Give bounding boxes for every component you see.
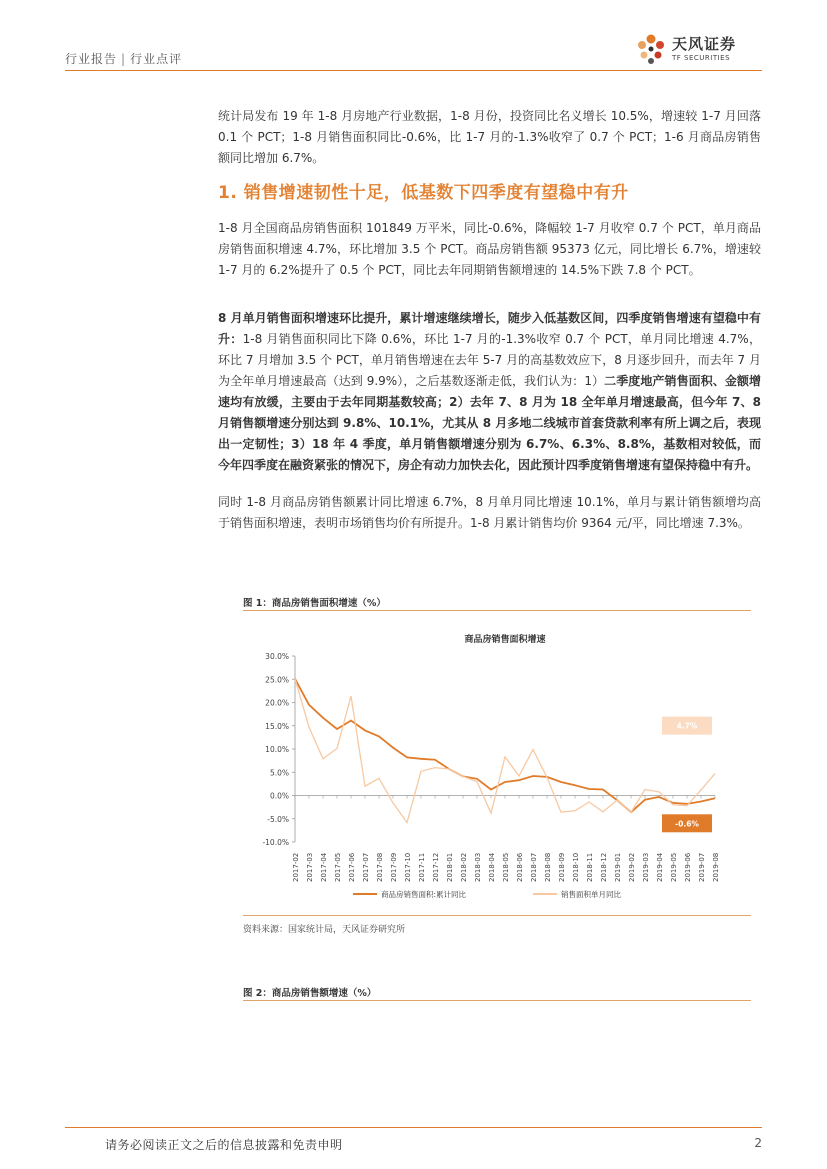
figure2-top-rule (243, 1000, 751, 1001)
x-tick-label: 2017-05 (334, 852, 342, 882)
page-number: 2 (754, 1136, 762, 1150)
page-header (65, 35, 762, 71)
figure1-label: 图 1：商品房销售面积增速（%） (243, 598, 386, 609)
x-tick-label: 2019-03 (642, 852, 650, 882)
x-tick-label: 2017-08 (376, 852, 384, 882)
figure1-source: 资料来源：国家统计局，天风证券研究所 (243, 925, 406, 935)
company-logo (632, 30, 762, 70)
x-tick-label: 2018-11 (586, 852, 594, 882)
x-tick-label: 2017-06 (348, 852, 356, 882)
y-tick-label: -5.0% (267, 814, 289, 824)
logo-subtitle: TF SECURITIES (672, 54, 731, 62)
analysis-text: 1-8 月销售面积同比下降 0.6%，环比 1-7 月的-1.3%收窄 0.7 个 PCT，单月同比增速 4.7%，环比 7 月增加 3.5 个 PCT，单月销售增速在去年 5-7 月的高基数效应下，8 月逐步回升，而去年 7 月为全年单月增速最高（达到 9.9%），之后基数逐渐走低，我们认为：1） (218, 332, 761, 388)
y-tick-label: 5.0% (269, 768, 289, 778)
y-tick-label: 15.0% (265, 721, 289, 731)
analysis-bold-lead: 8 月单月销售面积增速环比提升，累计增速继续增长，随步入低基数区间，四季度销售增速有望稳中有升： (218, 311, 761, 346)
breadcrumb-separator: | (121, 52, 127, 66)
y-tick-label: 25.0% (265, 675, 289, 685)
x-tick-label: 2018-01 (446, 852, 454, 882)
series-line-monthly (295, 679, 715, 823)
page-footer (65, 1127, 762, 1152)
x-tick-label: 2018-02 (460, 852, 468, 882)
x-tick-label: 2018-07 (530, 852, 538, 882)
breadcrumb (65, 50, 182, 67)
x-tick-label: 2018-05 (502, 852, 510, 882)
legend-label: 销售面积单月同比 (561, 890, 621, 899)
x-tick-label: 2017-07 (362, 852, 370, 882)
y-tick-label: 30.0% (265, 652, 289, 661)
paragraph-sales-area: 1-8 月全国商品房销售面积 101849 万平米，同比-0.6%，降幅较 1-7 月收窄 0.7 个 PCT，单月商品房销售面积增速 4.7%，环比增加 3.5 个 PCT。商品房销售额 95373 亿元，同比增长 6.7%，增速较 1-7 月的 6.2%提升了 0.5 个 PCT，同比去年同期销售额增速的 14.5%下跌 7.8 个 PCT。 (218, 221, 761, 277)
x-tick-label: 2017-10 (404, 852, 412, 882)
figure1-top-rule (243, 610, 751, 611)
y-tick-label: 10.0% (265, 745, 289, 754)
line-chart (243, 612, 751, 917)
x-tick-label: 2018-03 (474, 852, 482, 882)
x-tick-label: 2019-04 (656, 852, 664, 882)
y-tick-label: 0.0% (269, 791, 289, 801)
x-tick-label: 2019-08 (712, 852, 720, 882)
breadcrumb-subsection: 行业点评 (130, 52, 183, 66)
x-tick-label: 2019-01 (614, 852, 622, 882)
analysis-bold-points: 二季度地产销售面积、金额增速均有放缓，主要由于去年同期基数较高；2）去年 7、8 月为 18 全年单月增速最高，但今年 7、8 月销售额增速分别达到 9.8%、10.1%，尤其从 8 月多地二线城市首套贷款利率有所上调之后，表现出一定韧性；3）18 年 4 季度，单月销售额增速分别为 6.7%、6.3%、8.8%，基数相对较低，而今年四季度在融资紧张的情况下，房企有动力加快去化，因此预计四季度销售增速有望保持稳中有升。 (218, 374, 761, 472)
legend-label: 商品房销售面积:累计同比 (381, 890, 467, 899)
figure1-bottom-rule (243, 915, 751, 916)
figure2-label: 图 2：商品房销售额增速（%） (243, 988, 377, 999)
y-tick-label: -10.0% (262, 838, 289, 847)
logo-name: 天风证券 (672, 35, 737, 53)
x-tick-label: 2018-12 (600, 852, 608, 882)
footer-disclaimer: 请务必阅读正文之后的信息披露和免责申明 (105, 1138, 343, 1152)
x-tick-label: 2017-11 (418, 852, 426, 882)
y-tick-label: 20.0% (265, 698, 289, 708)
breadcrumb-section: 行业报告 (65, 52, 118, 66)
x-tick-label: 2018-10 (572, 852, 580, 882)
paragraph-analysis (218, 308, 761, 476)
paragraph-price: 同时 1-8 月商品房销售额累计同比增速 6.7%，8 月单月同比增速 10.1%，单月与累计销售额增均高于销售面积增速，表明市场销售均价有所提升。1-8 月累计销售均价 9364 元/平，同比增速 7.3%。 (218, 495, 761, 530)
x-tick-label: 2019-07 (698, 852, 706, 882)
annotation-label-monthly: 4.7% (676, 721, 698, 731)
annotation-label-cumulative: -0.6% (675, 819, 699, 829)
chart-title: 商品房销售面积增速 (464, 635, 546, 645)
figure1-chart (243, 612, 751, 917)
series-line-cumulative (295, 679, 715, 812)
x-tick-label: 2017-12 (432, 852, 440, 882)
intro-paragraph: 统计局发布 19 年 1-8 月房地产行业数据，1-8 月份，投资同比名义增长 10.5%，增速较 1-7 月回落 0.1 个 PCT；1-8 月销售面积同比-0.6%，比 1-7 月的-1.3%收窄了 0.7 个 PCT；1-6 月商品房销售额同比增加 6.7%。 (218, 109, 761, 165)
x-tick-label: 2019-06 (684, 852, 692, 882)
x-tick-label: 2019-05 (670, 852, 678, 882)
x-tick-label: 2017-09 (390, 852, 398, 882)
x-tick-label: 2017-02 (292, 852, 300, 882)
x-tick-label: 2018-04 (488, 852, 496, 882)
x-tick-label: 2018-06 (516, 852, 524, 882)
section-heading: 1. 销售增速韧性十足，低基数下四季度有望稳中有升 (218, 183, 629, 203)
x-tick-label: 2019-02 (628, 852, 636, 882)
x-tick-label: 2018-09 (558, 852, 566, 882)
x-tick-label: 2018-08 (544, 852, 552, 882)
x-tick-label: 2017-03 (306, 852, 314, 882)
x-tick-label: 2017-04 (320, 852, 328, 882)
flower-logo-icon (632, 30, 670, 70)
